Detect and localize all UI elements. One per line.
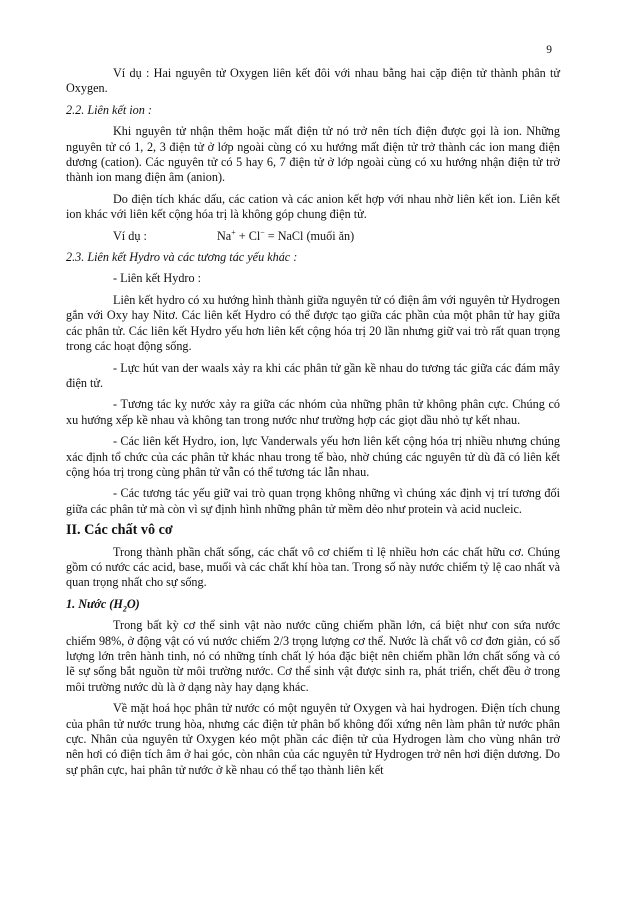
equation-label: Ví dụ : [113, 228, 147, 243]
paragraph-van-der-waals: - Lực hút van der waals xảy ra khi các phân tử gần kề nhau do tương tác giữa các đám mây điện tử. [66, 360, 560, 390]
chlorine-charge: − [260, 227, 265, 237]
chlorine-symbol: + Cl [235, 228, 261, 243]
paragraph-hydrophobic: - Tương tác kỵ nước xảy ra giữa các nhóm của những phân tử không phân cực. Chúng có xu hướng xếp kề nhau và không tan trong nước như trường hợp các giọt dầu nhỏ tự kết nhau. [66, 397, 560, 427]
page-number: 9 [546, 44, 552, 56]
heading-ionic-bond: 2.2. Liên kết ion : [66, 102, 152, 117]
paragraph-hydrogen-bond: Liên kết hydro có xu hướng hình thành giữa nguyên tử có điện âm với nguyên tử Hydrogen gắn với Oxy hay Nitơ. Các liên kết Hydro có thể được tạo giữa các phần của một phân tử hay giữa các phân tử. Các liên kết Hydro yếu hơn liên kết cộng hóa trị 20 lần nhưng giữ vai trò rất quan trọng trong các hoạt động sống. [66, 292, 560, 354]
heading-water-sub: 2 [122, 604, 127, 614]
page-body [66, 66, 560, 784]
equation-result: = NaCl (muối ăn) [264, 228, 355, 243]
paragraph-hydrogen-label: - Liên kết Hydro : [113, 271, 201, 286]
heading-water-pre: 1. Nước (H [66, 596, 123, 611]
sodium-symbol: Na [217, 228, 232, 243]
heading-inorganic: II. Các chất vô cơ [66, 522, 173, 539]
paragraph-water-2: Về mặt hoá học phân tử nước có một nguyên tử Oxygen và hai hydrogen. Điện tích chung của phân tử nước trung hòa, nhưng các điện tử phân bố không đối xứng nên làm phân tử nước phân cực. Nhân của nguyên tử Oxygen kéo một phần các điện tử của Hydrogen làm cho vùng nhân trở nên hơi có điện tích âm ở hai góc, còn nhân của các nguyên tử Hydrogen trở nên hơi điện dương. Do sự phân cực, hai phân tử nước ở kề nhau có thể tạo thành liên kết [66, 701, 560, 777]
paragraph-ion-definition: Khi nguyên tử nhận thêm hoặc mất điện tử nó trở nên tích điện được gọi là ion. Những nguyên tử có 1, 2, 3 điện tử ở lớp ngoài cùng có xu hướng mất điện tử trở thành các ion mang điện dương (cation). Các nguyên tử có 5 hay 6, 7 điện tử ở lớp ngoài cùng có xu hướng nhận điện tử trở thành ion mang điện âm (anion). [66, 124, 560, 185]
heading-water-post: O) [126, 596, 140, 611]
paragraph-weak-bonds-1: - Các liên kết Hydro, ion, lực Vanderwals yếu hơn liên kết cộng hóa trị nhiều nhưng chúng xác định tổ chức của các phân tử khác nhau trong tế bào, nhờ chúng các nguyên tử dù đã có liên kết cộng hóa trị trong cùng phân tử vẫn có thể tương tác lẫn nhau. [66, 434, 560, 479]
paragraph-weak-bonds-2: - Các tương tác yếu giữ vai trò quan trọng không những vì chúng xác định vị trí tương đối giữa các phân tử mà còn vì sự định hình những phân tử mềm dẻo như protein và acid nucleic. [66, 486, 560, 516]
paragraph-inorganic: Trong thành phần chất sống, các chất vô cơ chiếm tỉ lệ nhiều hơn các chất hữu cơ. Chúng gồm có nước các acid, base, muối và các chất khí hòa tan. Trong số này nước chiếm tỷ lệ cao nhất và quan trọng nhất cho sự sống. [66, 544, 560, 590]
paragraph-ion-bonding: Do điện tích khác dấu, các cation và các anion kết hợp với nhau nhờ liên kết ion. Liên kết ion khác với liên kết cộng hóa trị là không góp chung điện tử. [66, 191, 560, 222]
sodium-charge: + [231, 227, 236, 237]
equation-nacl [66, 229, 560, 244]
paragraph-example-oxygen: Ví dụ : Hai nguyên tử Oxygen liên kết đôi với nhau bằng hai cặp điện tử thành phân tử Oxygen. [66, 66, 560, 96]
heading-hydrogen-bond: 2.3. Liên kết Hydro và các tương tác yếu khác : [66, 250, 298, 265]
heading-water [66, 597, 560, 612]
paragraph-water-1: Trong bất kỳ cơ thể sinh vật nào nước cũng chiếm phần lớn, cá biệt như con sứa nước chiếm 98%, ở động vật có vú nước chiếm 2/3 trọng lượng cơ thể. Nước là chất vô cơ đơn giản, có số lượng lớn trên hành tinh, nó có những tính chất lý hóa đặc biệt nên chiếm phần lớn chất sống và có lẽ sự sống bắt nguồn từ môi trường nước. Cơ thể sinh vật được sinh ra, phát triển, chết đều ở trong môi trường nước dù là ở dạng này hay dạng khác. [66, 618, 560, 694]
